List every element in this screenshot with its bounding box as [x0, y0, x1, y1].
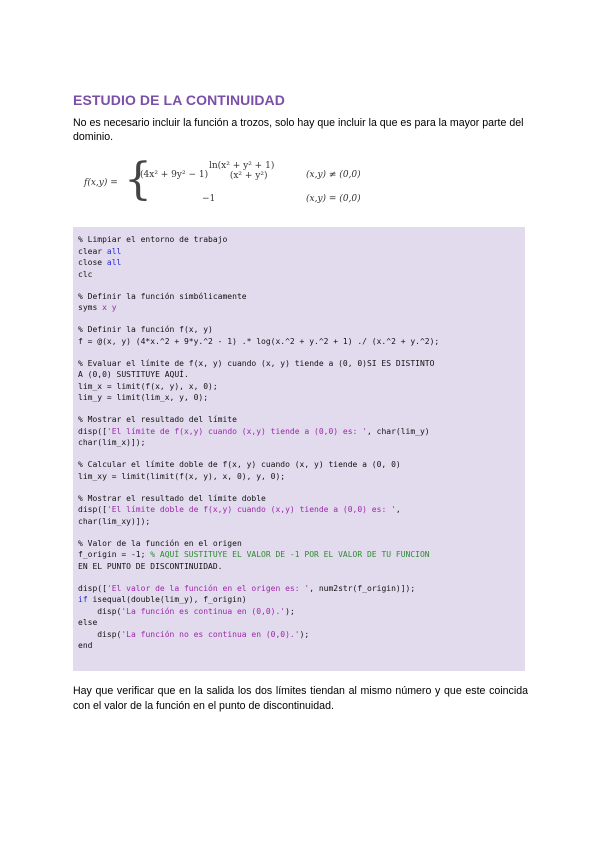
code-line: clc: [78, 269, 93, 279]
code-blank-line: [78, 314, 520, 325]
code-line: close all: [78, 258, 122, 267]
code-line: % Valor de la función en el origen: [78, 538, 242, 548]
code-line: disp('La función no es continua en (0,0).');: [78, 629, 310, 639]
code-line: end: [78, 641, 93, 650]
code-blank-line: [78, 482, 520, 493]
code-line: char(lim_xy)]);: [78, 516, 151, 526]
code-blank-line: [78, 280, 520, 291]
code-line: EN EL PUNTO DE DISCONTINUIDAD.: [78, 561, 223, 571]
closing-paragraph: Hay que verificar que en la salida los dos límites tiendan al mismo número y que este coincida con el valor de la función en el punto de discontinuidad.: [73, 685, 528, 712]
code-line: f_origin = -1; % AQUÍ SUSTITUYE EL VALOR DE -1 POR EL VALOR DE TU FUNCION: [78, 550, 430, 559]
code-line: lim_x = limit(f(x, y), x, 0);: [78, 381, 218, 391]
code-line: % Definir la función simbólicamente: [78, 291, 247, 301]
code-blank-line: [78, 347, 520, 358]
code-blank-line: [78, 527, 520, 538]
code-line: disp(['El límite de f(x,y) cuando (x,y) tiende a (0,0) es: ', char(lim_y): [78, 426, 430, 436]
formula-case2-condition: (x,y) = (0,0): [306, 194, 361, 204]
piecewise-formula: [84, 154, 384, 210]
code-line: clear all: [78, 246, 122, 256]
formula-case1-condition: (x,y) ≠ (0,0): [306, 170, 361, 180]
formula-case1-fraction: [209, 161, 274, 181]
code-line: % Definir la función f(x, y): [78, 325, 213, 334]
formula-case2-expr: −1: [202, 194, 216, 204]
section-heading: ESTUDIO DE LA CONTINUIDAD: [73, 92, 285, 108]
formula-lhs: f(x,y) =: [84, 178, 118, 188]
code-line: % Evaluar el límite de f(x, y) cuando (x, y) tiende a (0, 0)SI ES DISTINTO: [78, 358, 435, 368]
code-line: f = @(x, y) (4*x.^2 + 9*y.^2 - 1) .* log(x.^2 + y.^2 + 1) ./ (x.^2 + y.^2);: [78, 336, 440, 346]
code-blank-line: [78, 449, 520, 460]
code-line: % Calcular el límite doble de f(x, y) cuando (x, y) tiende a (0, 0): [78, 460, 401, 469]
code-line: disp(['El valor de la función en el origen es: ', num2str(f_origin)]);: [78, 583, 416, 593]
code-line: A (0,0) SUSTITUYE AQUÍ.: [78, 370, 189, 379]
code-blank-line: [78, 572, 520, 583]
formula-brace: {: [124, 154, 152, 205]
code-line: % Mostrar el resultado del límite: [78, 415, 237, 424]
code-line: syms x y: [78, 303, 117, 312]
code-line: lim_y = limit(lim_x, y, 0);: [78, 393, 209, 402]
code-block: [73, 227, 525, 671]
intro-paragraph: No es necesario incluir la función a trozos, solo hay que incluir la que es para la mayor parte del dominio.: [73, 117, 524, 143]
code-blank-line: [78, 404, 520, 415]
formula-case1-denominator: (x² + y²): [229, 171, 268, 181]
code-line: disp('La función es continua en (0,0).');: [78, 606, 295, 616]
code-line: % Limpiar el entorno de trabajo: [78, 235, 228, 244]
code-line: else: [78, 618, 98, 627]
formula-case1-numerator: ln(x² + y² + 1): [209, 161, 275, 171]
code-line: disp(['El límite doble de f(x,y) cuando (x,y) tiende a (0,0) es: ',: [78, 505, 401, 514]
code-line: if isequal(double(lim_y), f_origin): [78, 595, 247, 604]
code-line: char(lim_x)]);: [78, 438, 146, 447]
code-line: lim_xy = limit(limit(f(x, y), x, 0), y, 0);: [78, 471, 286, 481]
code-line: % Mostrar el resultado del límite doble: [78, 493, 266, 503]
formula-case1-expr: (4x² + 9y² − 1): [140, 170, 209, 180]
